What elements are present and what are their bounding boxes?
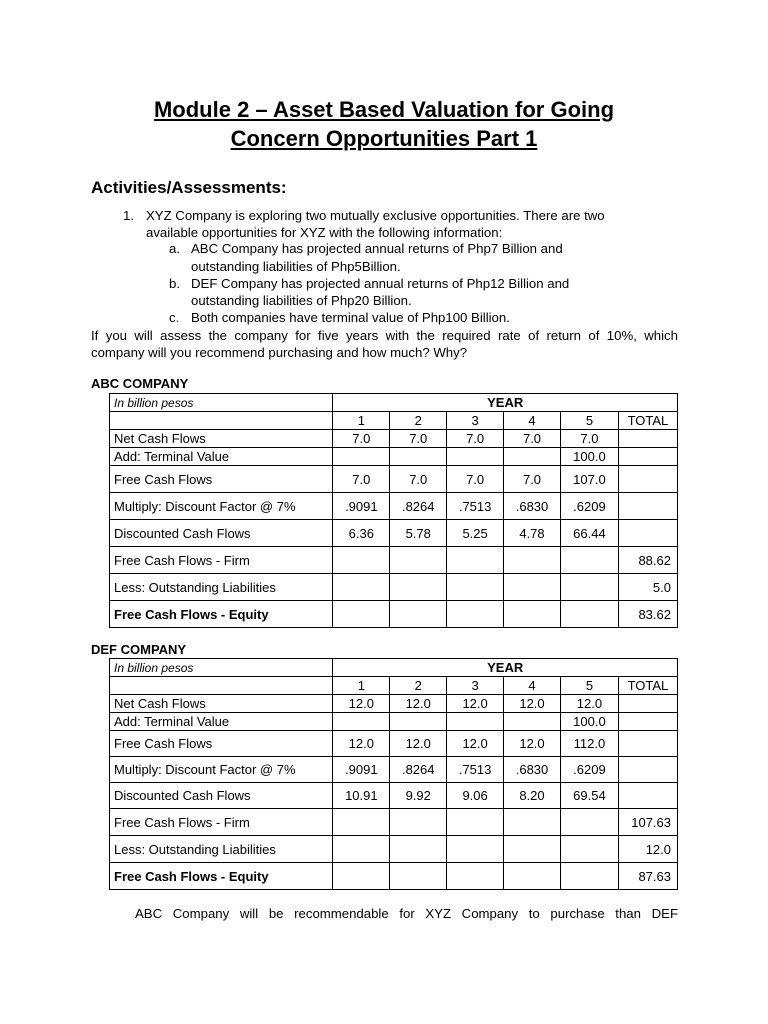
item-marker-a: a. — [169, 241, 180, 256]
row-label: Less: Outstanding Liabilities — [110, 836, 333, 863]
value-cell — [333, 713, 390, 731]
value-cell: .6830 — [504, 493, 561, 520]
def-company-heading: DEF COMPANY — [91, 642, 187, 657]
year-header: YEAR — [333, 394, 678, 412]
total-cell — [618, 493, 677, 520]
year-cell: 3 — [447, 677, 504, 695]
value-cell: .6209 — [560, 493, 618, 520]
year-cell: 4 — [504, 677, 561, 695]
row-label: Net Cash Flows — [110, 695, 333, 713]
value-cell: 7.0 — [333, 430, 390, 448]
value-cell — [504, 713, 561, 731]
value-cell: 66.44 — [560, 520, 618, 547]
total-cell — [618, 757, 677, 783]
item-b-line-1: DEF Company has projected annual returns of Php12 Billion and — [191, 276, 570, 291]
value-cell: 69.54 — [560, 783, 618, 809]
total-cell — [618, 430, 677, 448]
item-a-line-1: ABC Company has projected annual returns of Php7 Billion and — [191, 241, 563, 256]
value-cell: 7.0 — [447, 430, 504, 448]
value-cell: 12.0 — [560, 695, 618, 713]
table-row — [110, 520, 678, 547]
row-label: Multiply: Discount Factor @ 7% — [110, 757, 333, 783]
row-label: Multiply: Discount Factor @ 7% — [110, 493, 333, 520]
unit-label: In billion pesos — [110, 659, 333, 677]
total-cell: 12.0 — [618, 836, 677, 863]
question-prompt-line-2: company will you recommend purchasing and how much? Why? — [91, 345, 468, 360]
table-row — [110, 466, 678, 493]
question-number: 1. — [123, 208, 134, 223]
total-header: TOTAL — [618, 677, 677, 695]
value-cell: 7.0 — [504, 430, 561, 448]
value-cell: 100.0 — [560, 713, 618, 731]
table-row — [110, 836, 678, 863]
def-valuation-table — [109, 658, 678, 890]
document-title-line-2: Concern Opportunities Part 1 — [230, 126, 538, 151]
value-cell: 8.20 — [504, 783, 561, 809]
row-label: Net Cash Flows — [110, 430, 333, 448]
value-cell — [390, 448, 447, 466]
value-cell: 6.36 — [333, 520, 390, 547]
row-label: Discounted Cash Flows — [110, 520, 333, 547]
table-row — [110, 601, 678, 628]
value-cell: 12.0 — [390, 731, 447, 757]
value-cell: .6209 — [560, 757, 618, 783]
conclusion-text: ABC Company will be recommendable for XYZ Company to purchase than DEF — [135, 906, 678, 921]
table-row — [110, 713, 678, 731]
table-row — [110, 783, 678, 809]
table-row — [110, 430, 678, 448]
value-cell: 7.0 — [447, 466, 504, 493]
value-cell: .7513 — [447, 757, 504, 783]
value-cell: 7.0 — [504, 466, 561, 493]
total-cell — [618, 731, 677, 757]
row-label: Add: Terminal Value — [110, 713, 333, 731]
year-cell: 1 — [333, 677, 390, 695]
value-cell: 12.0 — [447, 695, 504, 713]
table-row — [110, 574, 678, 601]
item-c-line-1: Both companies have terminal value of Php100 Billion. — [191, 310, 510, 325]
row-label: Free Cash Flows - Firm — [110, 809, 333, 836]
total-cell: 83.62 — [618, 601, 677, 628]
value-cell: 12.0 — [447, 731, 504, 757]
unit-label: In billion pesos — [110, 394, 333, 412]
table-row — [110, 757, 678, 783]
document-title-line-1: Module 2 – Asset Based Valuation for Going — [153, 97, 615, 122]
total-cell: 5.0 — [618, 574, 677, 601]
value-cell: 12.0 — [390, 695, 447, 713]
value-cell: 12.0 — [504, 731, 561, 757]
value-cell: 107.0 — [560, 466, 618, 493]
value-cell — [447, 448, 504, 466]
total-cell — [618, 783, 677, 809]
value-cell: 7.0 — [333, 466, 390, 493]
value-cell: 9.06 — [447, 783, 504, 809]
total-cell — [618, 520, 677, 547]
item-marker-b: b. — [169, 276, 180, 291]
abc-valuation-table — [109, 393, 678, 628]
table-header-row — [110, 659, 678, 677]
table-row — [110, 731, 678, 757]
value-cell: 12.0 — [333, 731, 390, 757]
table-header-row — [110, 394, 678, 412]
question-intro-line-2: available opportunities for XYZ with the following information: — [146, 225, 503, 240]
item-marker-c: c. — [169, 310, 180, 325]
value-cell: 12.0 — [504, 695, 561, 713]
table-row — [110, 448, 678, 466]
section-heading: Activities/Assessments: — [91, 178, 287, 197]
row-label: Free Cash Flows - Equity — [110, 601, 333, 628]
table-row — [110, 493, 678, 520]
total-cell — [618, 466, 677, 493]
value-cell: 7.0 — [560, 430, 618, 448]
row-label: Free Cash Flows - Firm — [110, 547, 333, 574]
value-cell — [504, 448, 561, 466]
year-cell: 1 — [333, 412, 390, 430]
year-cell: 5 — [560, 677, 618, 695]
row-label: Free Cash Flows - Equity — [110, 863, 333, 890]
year-cell: 2 — [390, 412, 447, 430]
row-label: Add: Terminal Value — [110, 448, 333, 466]
table-row — [110, 547, 678, 574]
table-row — [110, 695, 678, 713]
total-cell — [618, 695, 677, 713]
value-cell: 12.0 — [333, 695, 390, 713]
value-cell: .7513 — [447, 493, 504, 520]
value-cell: 4.78 — [504, 520, 561, 547]
question-prompt-line-1: If you will assess the company for five years with the required rate of return of 10%, which — [91, 328, 678, 343]
value-cell — [390, 713, 447, 731]
value-cell: 10.91 — [333, 783, 390, 809]
value-cell: 7.0 — [390, 466, 447, 493]
table-row — [110, 863, 678, 890]
value-cell: 9.92 — [390, 783, 447, 809]
row-label: Less: Outstanding Liabilities — [110, 574, 333, 601]
value-cell: 7.0 — [390, 430, 447, 448]
year-cell: 4 — [504, 412, 561, 430]
year-header: YEAR — [333, 659, 678, 677]
value-cell — [447, 713, 504, 731]
item-a-line-2: outstanding liabilities of Php5Billion. — [191, 259, 401, 274]
value-cell: 5.78 — [390, 520, 447, 547]
value-cell: 5.25 — [447, 520, 504, 547]
total-cell: 87.63 — [618, 863, 677, 890]
year-cell: 3 — [447, 412, 504, 430]
total-cell — [618, 713, 677, 731]
year-numbers-row — [110, 412, 678, 430]
value-cell: .9091 — [333, 493, 390, 520]
year-numbers-row — [110, 677, 678, 695]
total-header: TOTAL — [618, 412, 677, 430]
item-b-line-2: outstanding liabilities of Php20 Billion. — [191, 293, 412, 308]
value-cell: 100.0 — [560, 448, 618, 466]
abc-company-heading: ABC COMPANY — [91, 376, 189, 391]
year-cell: 5 — [560, 412, 618, 430]
value-cell: .8264 — [390, 493, 447, 520]
row-label: Free Cash Flows — [110, 466, 333, 493]
total-cell: 107.63 — [618, 809, 677, 836]
year-cell: 2 — [390, 677, 447, 695]
total-cell — [618, 448, 677, 466]
row-label: Discounted Cash Flows — [110, 783, 333, 809]
value-cell: .8264 — [390, 757, 447, 783]
value-cell: .9091 — [333, 757, 390, 783]
row-label: Free Cash Flows — [110, 731, 333, 757]
value-cell: .6830 — [504, 757, 561, 783]
value-cell — [333, 448, 390, 466]
value-cell: 112.0 — [560, 731, 618, 757]
question-intro-line-1: XYZ Company is exploring two mutually exclusive opportunities. There are two — [146, 208, 605, 223]
total-cell: 88.62 — [618, 547, 677, 574]
table-row — [110, 809, 678, 836]
